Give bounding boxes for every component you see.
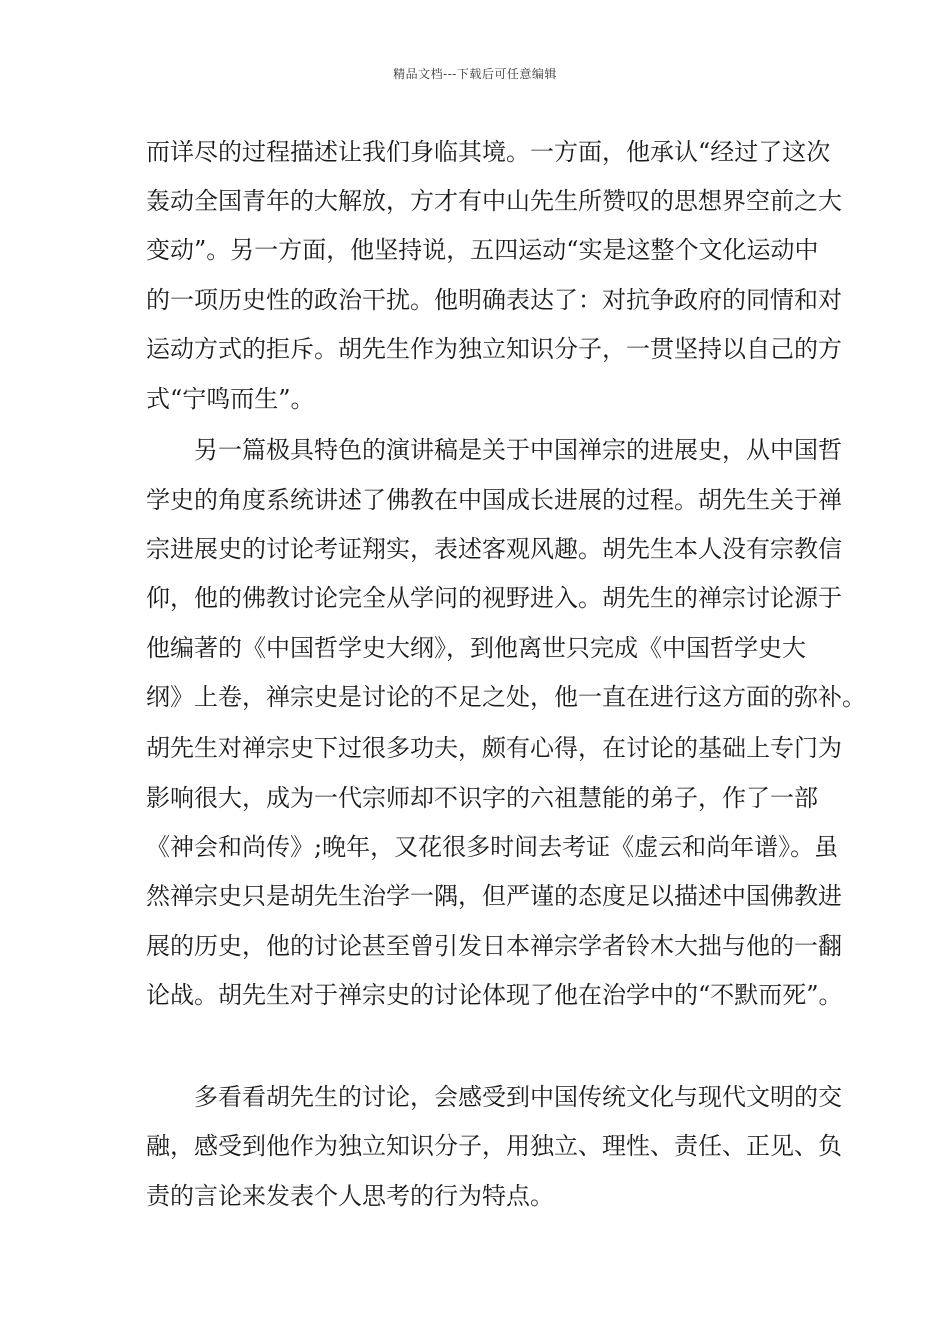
paragraph-2-line-10: 然禅宗史只是胡先生治学一隅，但严谨的态度足以描述中国佛教进 bbox=[146, 882, 842, 910]
paragraph-2-line-11: 展的历史，他的讨论甚至曾引发日本禅宗学者铃木大拙与他的一翻 bbox=[146, 932, 842, 960]
paragraph-1-line-3: 变动”。另一方面，他坚持说，五四运动“实是这整个文化运动中 bbox=[146, 236, 819, 264]
paragraph-2-line-8: 影响很大，成为一代宗师却不识字的六祖慧能的弟子，作了一部 bbox=[146, 784, 818, 812]
paragraph-3-line-3: 责的言论来发表个人思考的行为特点。 bbox=[146, 1182, 554, 1210]
paragraph-1-line-5: 运动方式的拒斥。胡先生作为独立知识分子，一贯坚持以自己的方 bbox=[146, 335, 842, 363]
paragraph-2-line-9: 《神会和尚传》;晚年，又花很多时间去考证《虚云和尚年谱》。虽 bbox=[146, 833, 839, 861]
paragraph-3-line-2: 融，感受到他作为独立知识分子，用独立、理性、责任、正见、负 bbox=[146, 1132, 842, 1160]
paragraph-1-line-6: 式“宁鸣而生”。 bbox=[146, 385, 315, 413]
paragraph-2-line-3: 宗进展史的讨论考证翔实，表述客观风趣。胡先生本人没有宗教信 bbox=[146, 535, 842, 563]
paragraph-2-line-7: 胡先生对禅宗史下过很多功夫，颇有心得，在讨论的基础上专门为 bbox=[146, 734, 842, 762]
paragraph-1-line-4: 的一项历史性的政治干扰。他明确表达了：对抗争政府的同情和对 bbox=[146, 286, 842, 314]
paragraph-2-line-5: 他编著的《中国哲学史大纲》，到他离世只完成《中国哲学史大 bbox=[146, 634, 806, 662]
paragraph-2-line-1: 另一篇极具特色的演讲稿是关于中国禅宗的进展史，从中国哲 bbox=[194, 436, 842, 464]
paragraph-3-line-1: 多看看胡先生的讨论，会感受到中国传统文化与现代文明的交 bbox=[194, 1083, 842, 1111]
paragraph-1-line-2: 轰动全国青年的大解放，方才有中山先生所赞叹的思想界空前之大 bbox=[146, 187, 842, 215]
paragraph-2-line-4: 仰，他的佛教讨论完全从学问的视野进入。胡先生的禅宗讨论源于 bbox=[146, 584, 842, 612]
paragraph-2-line-6: 纲》上卷，禅宗史是讨论的不足之处，他一直在进行这方面的弥补。 bbox=[146, 683, 866, 711]
paragraph-2-line-2: 学史的角度系统讲述了佛教在中国成长进展的过程。胡先生关于禅 bbox=[146, 486, 842, 514]
paragraph-1-line-1: 而详尽的过程描述让我们身临其境。一方面，他承认“经过了这次 bbox=[146, 138, 831, 166]
page-header: 精品文档---下载后可任意编辑 bbox=[393, 67, 557, 81]
paragraph-2-line-12: 论战。胡先生对于禅宗史的讨论体现了他在治学中的“不默而死”。 bbox=[146, 981, 843, 1009]
